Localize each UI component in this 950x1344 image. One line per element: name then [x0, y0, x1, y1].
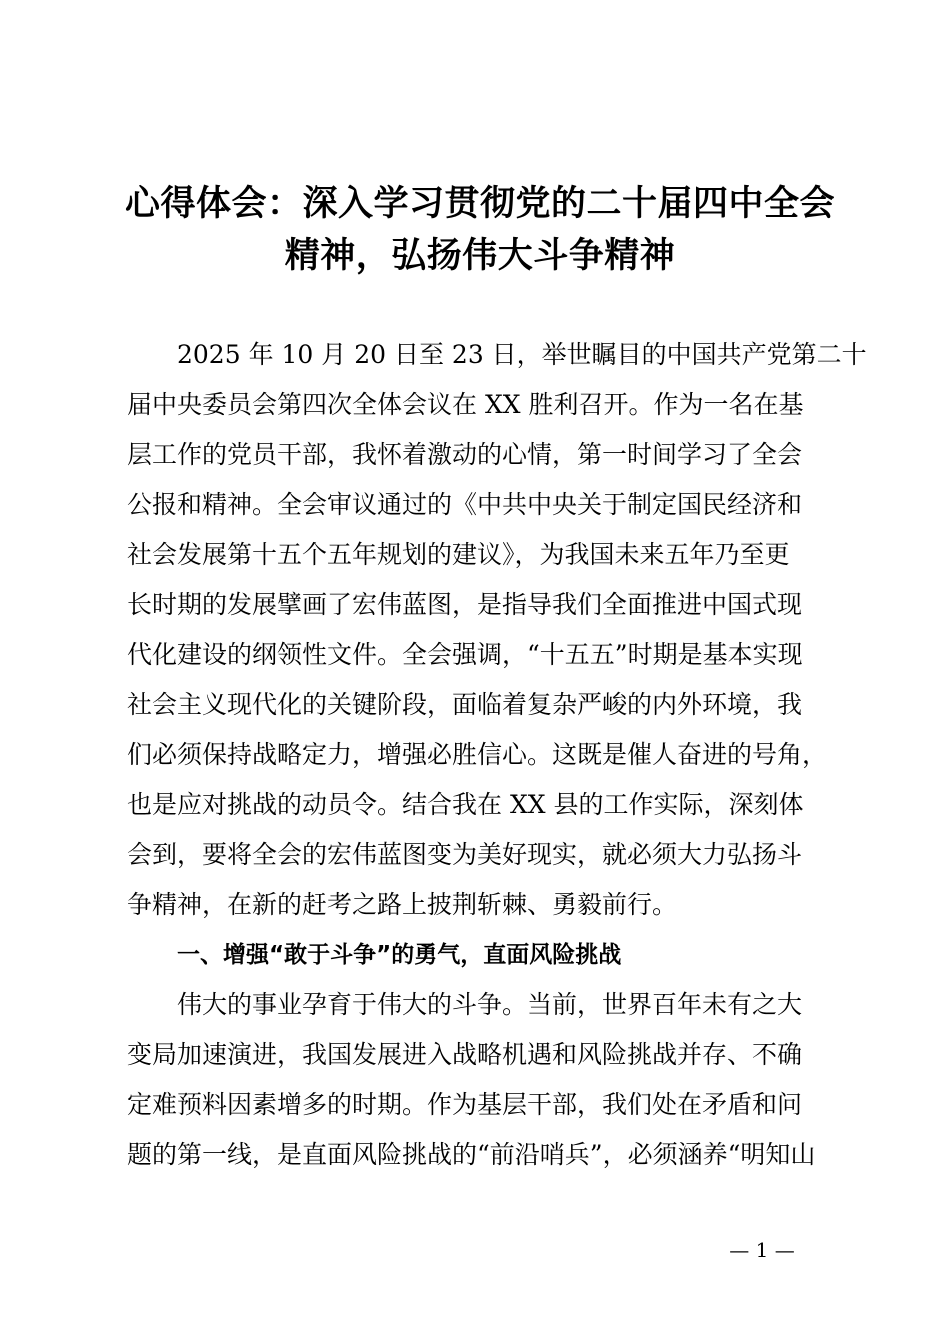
paragraph-1-line: 2025 年 10 月 20 日至 23 日，举世瞩目的中国共产党第二十: [177, 340, 867, 369]
paragraph-1-line: 届中央委员会第四次全体会议在 XX 胜利召开。作为一名在基: [127, 390, 804, 419]
title-line-1: 心得体会：深入学习贯彻党的二十届四中全会: [124, 184, 835, 224]
paragraph-1-line: 社会主义现代化的关键阶段，面临着复杂严峻的内外环境，我: [127, 690, 803, 719]
paragraph-2-line: 定难预料因素增多的时期。作为基层干部，我们处在矛盾和问: [127, 1090, 803, 1119]
paragraph-1-line: 社会发展第十五个五年规划的建议》，为我国未来五年乃至更: [127, 540, 790, 569]
title-line-2: 精神，弘扬伟大斗争精神: [284, 236, 676, 276]
section-1-heading: 一、增强“敢于斗争”的勇气，直面风险挑战: [177, 942, 622, 968]
paragraph-1-line: 代化建设的纲领性文件。全会强调，“十五五”时期是基本实现: [127, 640, 803, 669]
paragraph-2-line: 题的第一线，是直面风险挑战的“前沿哨兵”，必须涵养“明知山: [127, 1140, 816, 1169]
document-body: [127, 330, 867, 1180]
paragraph-1-line: 公报和精神。全会审议通过的《中共中央关于制定国民经济和: [127, 490, 803, 519]
paragraph-1-line: 争精神，在新的赶考之路上披荆斩棘、勇毅前行。: [127, 890, 678, 919]
paragraph-1-line: 长时期的发展擘画了宏伟蓝图，是指导我们全面推进中国式现: [127, 590, 803, 619]
paragraph-1-line: 层工作的党员干部，我怀着激动的心情，第一时间学习了全会: [127, 440, 803, 469]
paragraph-1-line: 们必须保持战略定力，增强必胜信心。这既是催人奋进的号角，: [127, 740, 828, 769]
paragraph-2-line: 变局加速演进，我国发展进入战略机遇和风险挑战并存、不确: [127, 1040, 803, 1069]
paragraph-1-line: 会到，要将全会的宏伟蓝图变为美好现实，就必须大力弘扬斗: [127, 840, 803, 869]
paragraph-1-line: 也是应对挑战的动员令。结合我在 XX 县的工作实际，深刻体: [127, 790, 804, 819]
paragraph-2-line: 伟大的事业孕育于伟大的斗争。当前，世界百年未有之大: [177, 990, 803, 1019]
document-title: [110, 178, 850, 282]
page-number: — 1 —: [729, 1238, 795, 1262]
